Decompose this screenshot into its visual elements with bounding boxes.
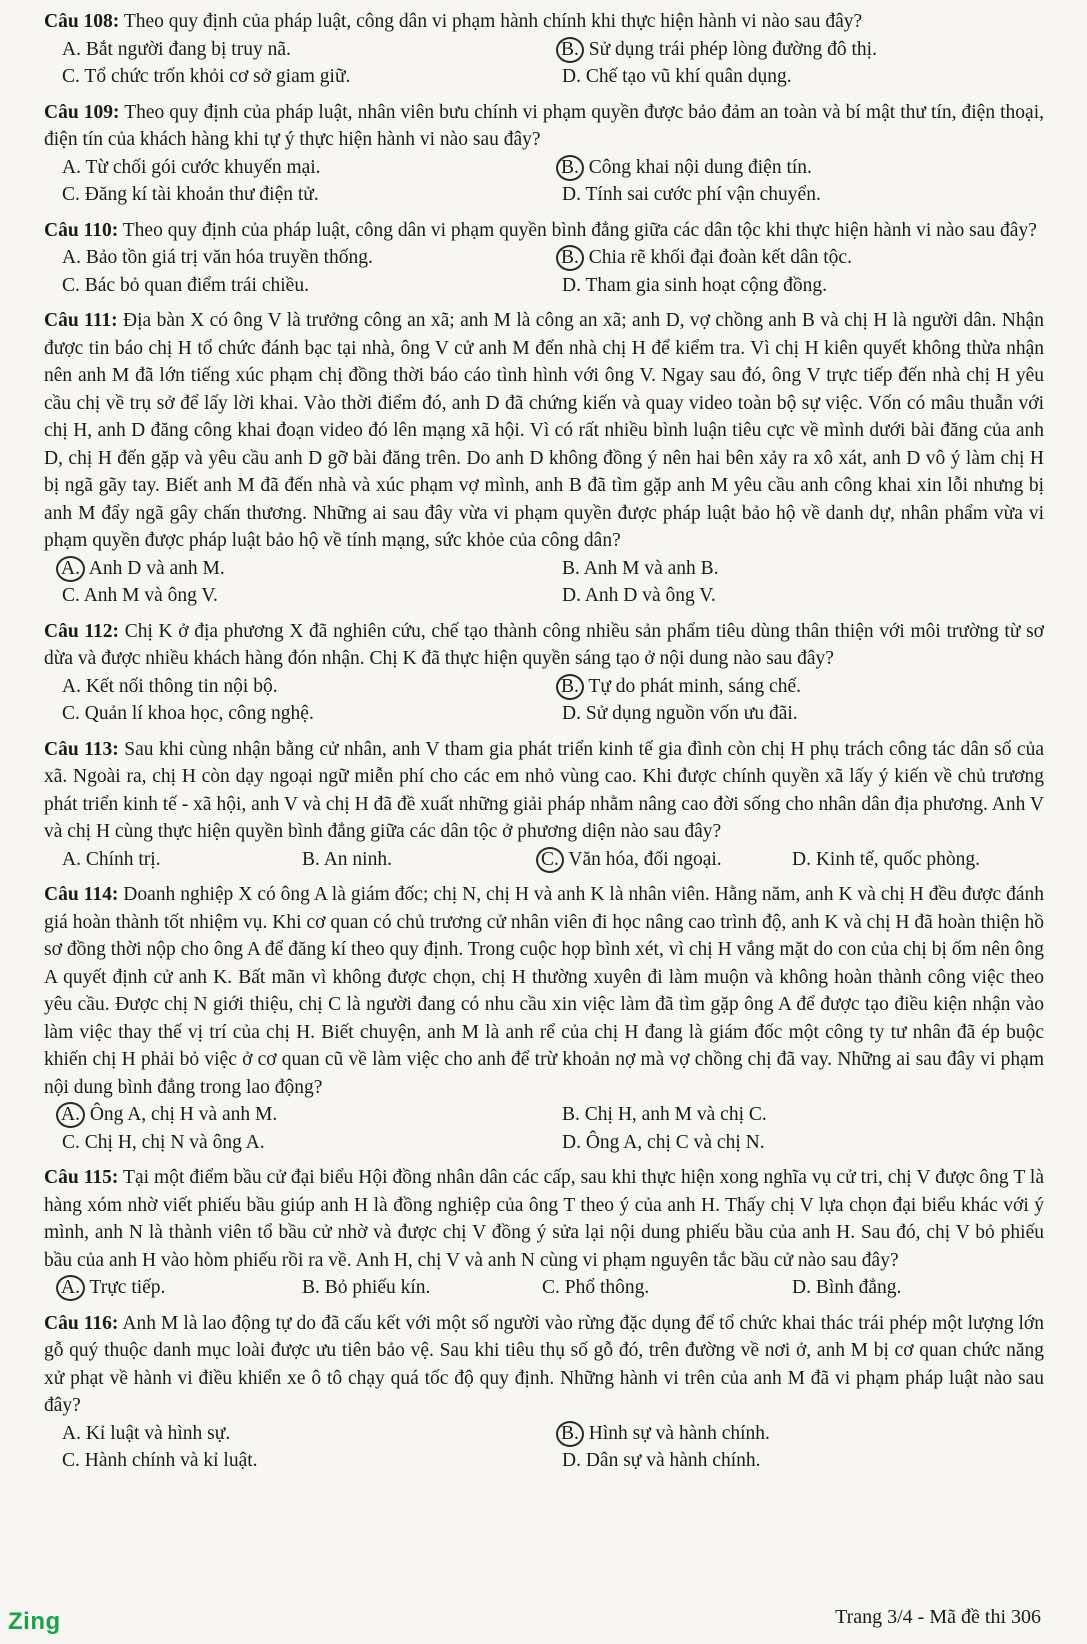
- question-stem: Câu 111: Địa bàn X có ông V là trưởng công an xã; anh M là công an xã; anh D, vợ chồng anh B và chị H là người dân. Nhận được tin báo chị H tổ chức đánh bạc tại nhà, ông V cử anh M đến nhà chị H để kiểm tra. Vì chị H kiên quyết không thừa nhận nên anh M đã lớn tiếng xúc phạm chị đồng thời báo cáo tình hình với ông V. Ngay sau đó, ông V trực tiếp đến nhà chị H yêu cầu chị về trụ sở để lấy lời khai. Vào thời điểm đó, anh D đã chứng kiến và quay video toàn bộ sự việc. Vốn có mâu thuẫn với chị H, anh D đăng công khai đoạn video đó lên mạng xã hội. Vì có rất nhiều bình luận tiêu cực về mình dưới bài đăng của anh D, chị H đến gặp và yêu cầu anh D gỡ bài đăng trên. Do anh D không đồng ý nên hai bên xảy ra xô xát, anh D vô ý làm chị H bị ngã gãy tay. Biết anh M đã đến nhà và xúc phạm vợ mình, anh B đã tìm gặp anh M yêu cầu anh công khai xin lỗi nhưng bị anh M đẩy ngã gây chấn thương. Những ai sau đây vừa vi phạm quyền được pháp luật bảo hộ về danh dự, nhân phẩm vừa vi phạm quyền được pháp luật bảo hộ về tính mạng, sức khỏe của công dân?: [44, 310, 1045, 551]
- option-d: D. Tính sai cước phí vận chuyển.: [562, 184, 821, 205]
- option-b: B. Công khai nội dung điện tín.: [562, 154, 1062, 182]
- option-d: D. Chế tạo vũ khí quân dụng.: [562, 66, 792, 87]
- page-footer: Trang 3/4 - Mã đề thi 306: [835, 1606, 1041, 1628]
- option-a: A. Anh D và anh M.: [62, 555, 562, 583]
- question-stem: Câu 113: Sau khi cùng nhận bằng cử nhân, anh V tham gia phát triển kinh tế gia đình còn chị H phụ trách công tác dân số của xã. Ngoài ra, chị H còn dạy ngoại ngữ miễn phí cho các em nhỏ vùng cao. Khi được chính quyền xã lấy ý kiến về chủ trương phát triển kinh tế - xã hội, anh V và chị H đã đề xuất những giải pháp nhằm nâng cao đời sống cho nhân dân địa phương. Anh V và chị H cùng thực hiện quyền bình đẳng giữa các dân tộc ở phương diện nào sau đây?: [44, 738, 1044, 842]
- option-b: B. Hình sự và hành chính.: [562, 1420, 1062, 1448]
- question-stem: Câu 110: Theo quy định của pháp luật, công dân vi phạm quyền bình đẳng giữa các dân tộc khi thực hiện hành vi nào sau đây?: [44, 219, 1037, 241]
- options: [44, 1420, 1044, 1475]
- question-111: [44, 307, 1044, 610]
- option-d: D. Bình đẳng.: [792, 1277, 902, 1298]
- question-112: [44, 618, 1044, 728]
- question-label: Câu 113:: [44, 738, 119, 760]
- option-a: A. Từ chối gói cước khuyến mại.: [62, 156, 321, 178]
- circled-answer-mark: C.: [536, 847, 564, 873]
- option-c: C. Tổ chức trốn khỏi cơ sở giam giữ.: [62, 66, 351, 87]
- option-b: B. An ninh.: [302, 848, 392, 870]
- options: [44, 244, 1044, 299]
- option-c: C. Hành chính và kỉ luật.: [62, 1450, 258, 1471]
- question-stem: Câu 115: Tại một điểm bầu cử đại biểu Hội đồng nhân dân các cấp, sau khi thực hiện xong nghĩa vụ cử tri, chị V được ông T là hàng xóm nhờ viết phiếu bầu giúp anh H là đồng nghiệp của ông T theo ý của anh H. Thấy chị V lựa chọn đại biểu khác với ý mình, anh N là thành viên tổ bầu cử nhờ và được chị V đồng ý sửa lại nội dung phiếu bầu của anh H. Sau đó, chị V bỏ phiếu bầu của anh H vào hòm phiếu rồi ra về. Anh H, chị V và anh N cùng vi phạm nguyên tắc bầu cử nào sau đây?: [44, 1167, 1044, 1271]
- option-c: C. Phổ thông.: [542, 1277, 650, 1298]
- options: [44, 1274, 1044, 1302]
- circled-answer-mark: B.: [556, 1421, 584, 1447]
- option-b: B. Tự do phát minh, sáng chế.: [562, 673, 1062, 701]
- options: [44, 846, 1044, 874]
- question-108: [44, 8, 1044, 91]
- option-c: C. Văn hóa, đối ngoại.: [542, 846, 792, 874]
- options: [44, 1101, 1044, 1156]
- question-label: Câu 109:: [44, 101, 120, 123]
- option-b: B. Anh M và anh B.: [562, 557, 719, 579]
- question-stem: Câu 108: Theo quy định của pháp luật, công dân vi phạm hành chính khi thực hiện hành vi nào sau đây?: [44, 11, 863, 32]
- question-stem: Câu 116: Anh M là lao động tự do đã cấu kết với một số người vào rừng đặc dụng để tổ chức khai thác trái phép một lượng lớn gỗ quý thuộc danh mục loài được ưu tiên bảo vệ. Sau khi tiêu thụ số gỗ đó, trên đường về nơi ở, anh M bị cơ quan chức năng xử phạt về hành vi điều khiển xe ô tô chạy quá tốc độ quy định. Những hành vi trên của anh M đã vi phạm pháp luật nào sau đây?: [44, 1312, 1044, 1416]
- question-label: Câu 114:: [44, 884, 119, 905]
- option-c: C. Anh M và ông V.: [62, 585, 218, 606]
- option-d: D. Anh D và ông V.: [562, 585, 716, 606]
- options: [44, 673, 1044, 728]
- question-stem: Câu 109: Theo quy định của pháp luật, nhân viên bưu chính vi phạm quyền được bảo đảm an toàn và bí mật thư tín, điện thoại, điện tín của khách hàng khi tự ý thực hiện hành vi nào sau đây?: [44, 101, 1044, 150]
- option-d: D. Dân sự và hành chính.: [562, 1450, 761, 1471]
- option-a: A. Ông A, chị H và anh M.: [62, 1101, 562, 1129]
- question-label: Câu 111:: [44, 310, 118, 331]
- option-d: D. Kinh tế, quốc phòng.: [792, 848, 980, 870]
- options: [44, 154, 1044, 209]
- exam-page: [44, 8, 1044, 1483]
- question-115: [44, 1164, 1044, 1302]
- option-d: D. Tham gia sinh hoạt cộng đồng.: [562, 274, 828, 296]
- option-a: A. Trực tiếp.: [62, 1274, 302, 1302]
- brand-logo: Zing: [8, 1608, 61, 1635]
- question-label: Câu 116:: [44, 1312, 119, 1334]
- option-d: D. Ông A, chị C và chị N.: [562, 1131, 765, 1153]
- question-stem: Câu 114: Doanh nghiệp X có ông A là giám đốc; chị N, chị H và anh K là nhân viên. Hằng năm, anh K và chị H đều được đánh giá hoàn thành tốt nhiệm vụ. Khi cơ quan có chủ trương cử nhân viên đi học nâng cao trình độ, anh K và chị H đã hoàn thiện hồ sơ đồng thời nộp cho ông A để đăng kí theo quy định. Trong cuộc họp bình xét, vì chị H vắng mặt do con của chị bị ốm nên ông A quyết định cử anh K. Bất mãn vì không được chọn, chị H thường xuyên đi làm muộn và không hoàn thành công việc theo yêu cầu. Được chị N giới thiệu, chị C là người đang có nhu cầu xin việc làm đã tìm gặp ông A để được tạo điều kiện nhận vào làm việc thay thế vị trí của chị H. Biết chuyện, anh M là anh rể của chị H đang là giám đốc một công ty tư nhân đã ép buộc khiến chị H phải bỏ việc ở cơ quan cũ về làm việc cho anh để trừ khoản nợ mà vợ chồng chị đã vay. Những ai sau đây vi phạm nội dung bình đẳng trong lao động?: [44, 884, 1044, 1098]
- option-c: C. Chị H, chị N và ông A.: [62, 1131, 265, 1153]
- question-label: Câu 108:: [44, 11, 120, 32]
- circled-answer-mark: B.: [556, 37, 584, 63]
- option-a: A. Kết nối thông tin nội bộ.: [62, 675, 278, 697]
- option-d: D. Sử dụng nguồn vốn ưu đãi.: [562, 703, 798, 724]
- option-c: C. Bác bỏ quan điểm trái chiều.: [62, 274, 309, 296]
- question-stem: Câu 112: Chị K ở địa phương X đã nghiên cứu, chế tạo thành công nhiều sản phẩm tiêu dùng thân thiện với môi trường từ sơ dừa và được nhiều khách hàng đón nhận. Chị K đã thực hiện quyền sáng tạo ở nội dung nào sau đây?: [44, 620, 1044, 669]
- option-b: B. Bỏ phiếu kín.: [302, 1277, 431, 1298]
- circled-answer-mark: A.: [56, 1102, 85, 1128]
- option-a: A. Chính trị.: [62, 848, 161, 870]
- circled-answer-mark: B.: [556, 155, 584, 181]
- circled-answer-mark: A.: [56, 1275, 85, 1301]
- question-label: Câu 115:: [44, 1167, 119, 1188]
- circled-answer-mark: B.: [556, 674, 584, 700]
- option-c: C. Đăng kí tài khoản thư điện tử.: [62, 184, 319, 205]
- option-b: B. Sử dụng trái phép lòng đường đô thị.: [562, 36, 1062, 64]
- options: [44, 555, 1044, 610]
- question-113: [44, 736, 1044, 874]
- option-b: B. Chia rẽ khối đại đoàn kết dân tộc.: [562, 244, 1062, 272]
- option-a: A. Kỉ luật và hình sự.: [62, 1422, 231, 1444]
- question-109: [44, 99, 1044, 209]
- question-114: [44, 881, 1044, 1156]
- option-b: B. Chị H, anh M và chị C.: [562, 1104, 767, 1125]
- option-c: C. Quản lí khoa học, công nghệ.: [62, 703, 314, 724]
- question-110: [44, 217, 1044, 300]
- options: [44, 36, 1044, 91]
- circled-answer-mark: B.: [556, 245, 584, 271]
- option-a: A. Bảo tồn giá trị văn hóa truyền thống.: [62, 247, 373, 268]
- question-116: [44, 1310, 1044, 1475]
- question-label: Câu 110:: [44, 219, 119, 241]
- option-a: A. Bắt người đang bị truy nã.: [62, 38, 291, 60]
- question-label: Câu 112:: [44, 620, 120, 642]
- circled-answer-mark: A.: [56, 556, 85, 582]
